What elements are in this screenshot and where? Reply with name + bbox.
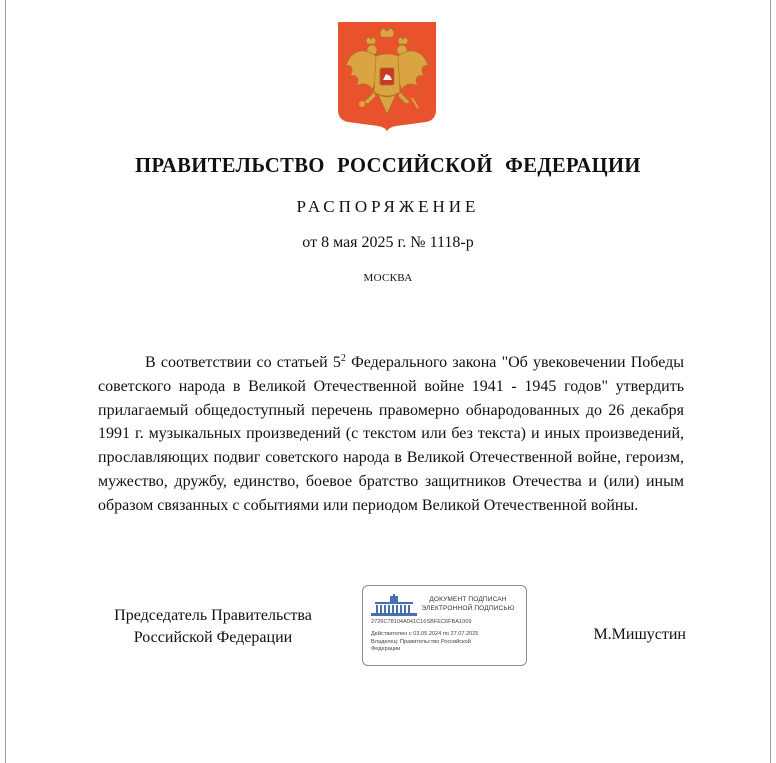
stamp-title-line2: ЭЛЕКТРОННОЙ ПОДПИСЬЮ xyxy=(421,605,515,612)
stamp-validity: Действителен с 03.05.2024 по 27.07.2025 xyxy=(371,631,479,637)
stamp-certificate: 2726C78104A041C16SBFEC6FBA1009 xyxy=(371,619,472,625)
coat-of-arms-emblem xyxy=(338,22,436,132)
electronic-signature-stamp xyxy=(362,585,527,666)
document-type: РАСПОРЯЖЕНИЕ xyxy=(296,197,480,216)
stamp-owner-line2: Федерации xyxy=(371,646,401,652)
stamp-title-line1: ДОКУМЕНТ ПОДПИСАН xyxy=(429,596,507,603)
signer-title-line1: Председатель Правительства xyxy=(114,607,312,624)
document-page xyxy=(5,0,771,763)
article-superscript: 2 xyxy=(340,353,346,364)
government-building-icon xyxy=(371,594,417,616)
body-text-part2: Федерального закона "Об увековечении Победы советского народа в Великой Отечественной войне 1941 - 1945 годов" утвердить прилагаемый общедоступный перечень правомерно обнародованных до 26 декабря 1991 г. музыкальных произведений (с текстом или без текста) и иных произведений, прославляющих подвиг советского народа в Великой Отечественной войне, героизм, мужество, дружбу, единство, боевое братство защитников Отечества и (или) иным образом связанных с событиями или периодом Великой Отечественной войны. xyxy=(98,354,685,514)
issuer-heading: ПРАВИТЕЛЬСТВО РОССИЙСКОЙ ФЕДЕРАЦИИ xyxy=(135,153,641,177)
body-text-part1: В соответствии со статьей 5 xyxy=(145,354,341,371)
order-body-text xyxy=(98,351,684,518)
signer-name: М.Мишустин xyxy=(593,626,686,643)
signer-title xyxy=(98,605,328,649)
stamp-owner-line1: Владелец: Правительство Российской xyxy=(371,639,471,645)
document-city: МОСКВА xyxy=(363,272,413,284)
signer-title-line2: Российской Федерации xyxy=(133,629,293,646)
document-date-number: от 8 мая 2025 г. № 1118-р xyxy=(302,234,474,251)
stamp-title xyxy=(415,595,521,613)
